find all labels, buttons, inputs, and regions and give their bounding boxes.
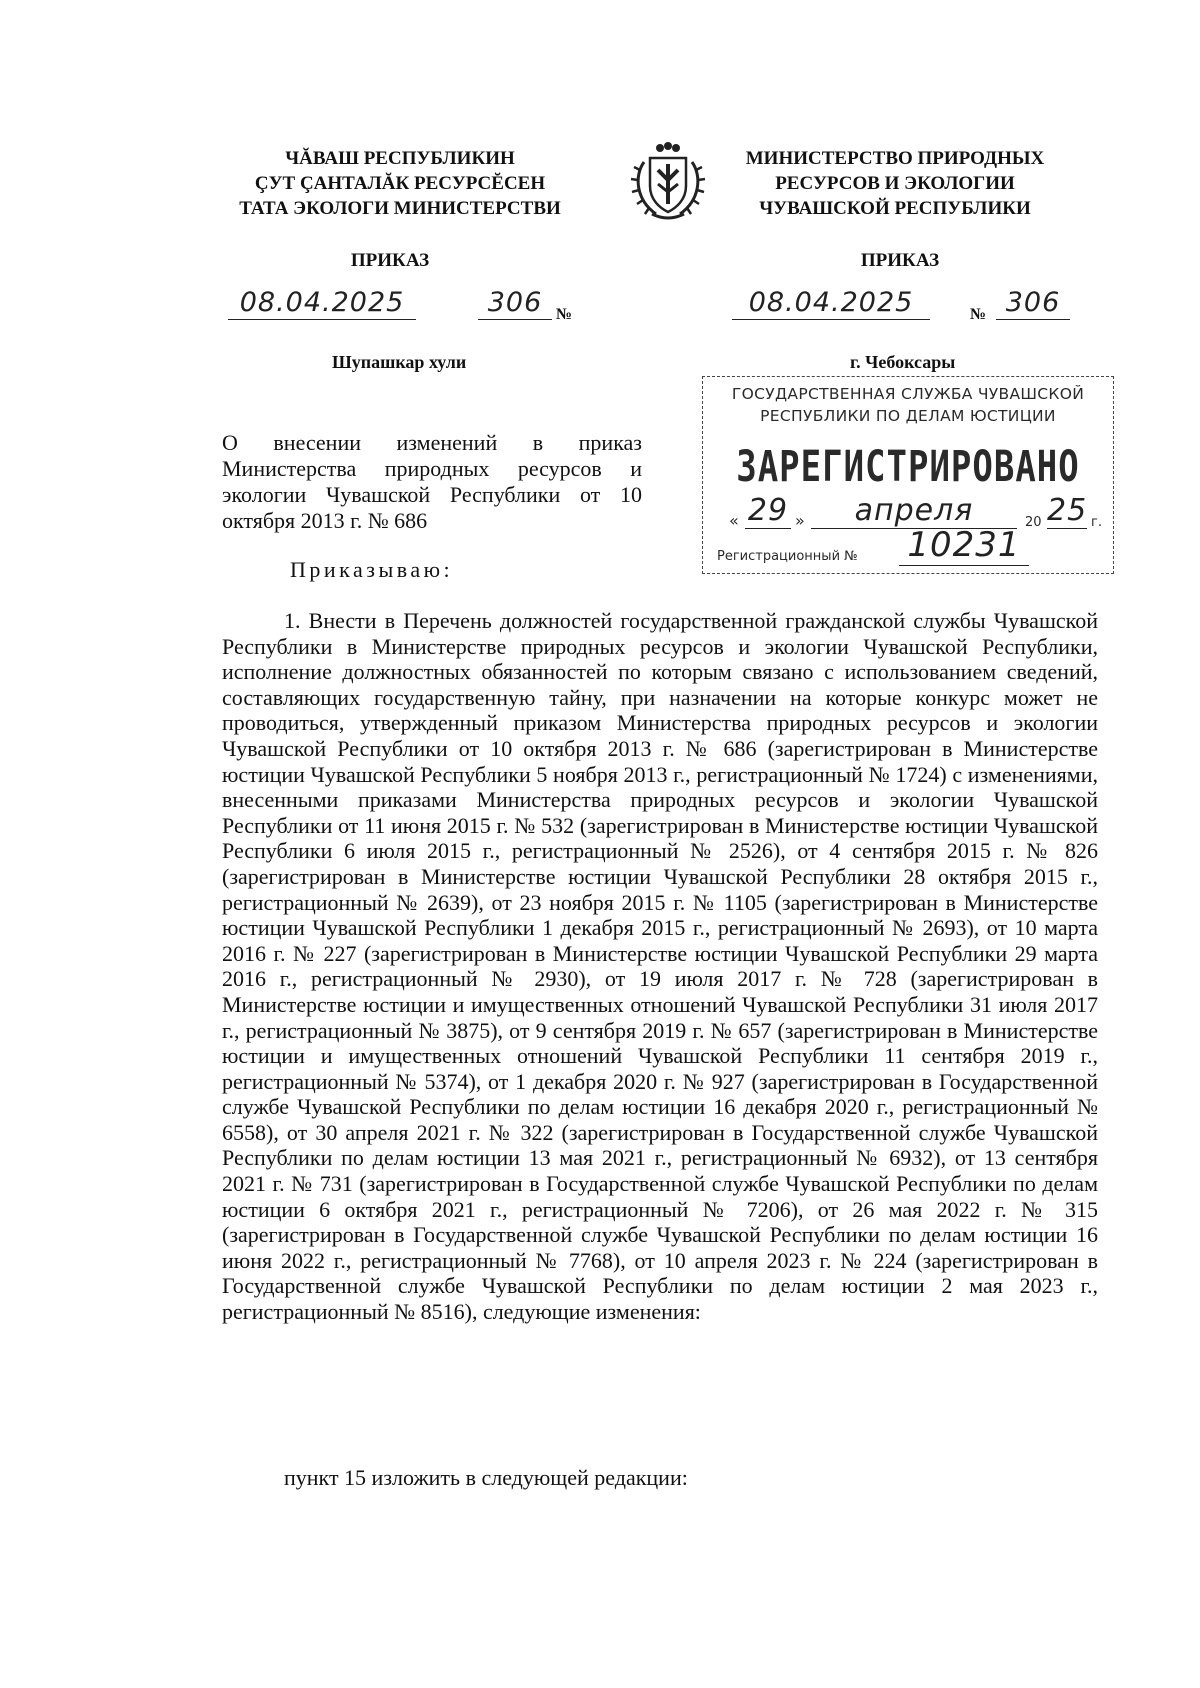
stamp-year-suffix: 25 (1047, 493, 1088, 528)
stamp-registered: ЗАРЕГИСТРИРОВАНО (736, 442, 1080, 492)
stamp-quote-close: » (795, 511, 805, 530)
registration-stamp (702, 376, 1114, 574)
number-sign-right: № (970, 306, 987, 323)
header-right-line: РЕСУРСОВ И ЭКОЛОГИИ (775, 173, 1015, 194)
stamp-line-1: ГОСУДАРСТВЕННАЯ СЛУЖБА ЧУВАШСКОЙ (731, 385, 1085, 403)
header-right-line: ЧУВАШСКОЙ РЕСПУБЛИКИ (759, 198, 1031, 219)
number-sign-left: № (556, 306, 573, 323)
header-right-title (720, 146, 1070, 221)
header-left-line: ÇУТ ÇАНТАЛĂК РЕСУРСĔСЕН (254, 173, 546, 194)
date-left: 08.04.2025 (228, 287, 416, 320)
date-right: 08.04.2025 (732, 287, 930, 320)
stamp-year-unit: г. (1091, 515, 1102, 530)
stamp-reg-number: 10231 (899, 525, 1029, 566)
header-left-title (190, 146, 610, 221)
stamp-reg-label: Регистрационный № (717, 549, 858, 564)
stamp-line-2: РЕСПУБЛИКИ ПО ДЕЛАМ ЮСТИЦИИ (760, 407, 1056, 425)
body-paragraph-2: пункт 15 изложить в следующей редакции: (284, 1465, 688, 1490)
number-left: 306 (478, 287, 552, 320)
body-paragraph-1: 1. Внести в Перечень должностей государственной гражданской службы Чувашской Республики в Министерстве природных ресурсов и экологии Чувашской Республики, исполнение должностных обязанностей по которым связано с использованием сведений, составляющих государственную тайну, при назначении на которые конкурс может не проводиться, утвержденный приказом Министерства природных ресурсов и экологии Чувашской Республики от 10 октября 2013 г. № 686 (зарегистрирован в Министерстве юстиции Чувашской Республики 5 ноября 2013 г., регистрационный № 1724) с изменениями, внесенными приказами Министерства природных ресурсов и экологии Чувашской Республики от 11 июня 2015 г. № 532 (зарегистрирован в Министерстве юстиции Чувашской Республики 6 июля 2015 г., регистрационный № 2526), от 4 сентября 2015 г. № 826 (зарегистрирован в Министерстве юстиции Чувашской Республики 28 октября 2015 г., регистрационный № 2639), от 23 ноября 2015 г. № 1105 (зарегистрирован в Министерстве юстиции Чувашской Республики 1 декабря 2015 г., регистрационный № 2693), от 10 марта 2016 г. № 227 (зарегистрирован в Министерстве юстиции Чувашской Республики 29 марта 2016 г., регистрационный № 2930), от 19 июля 2017 г. № 728 (зарегистрирован в Министерстве юстиции и имущественных отношений Чувашской Республики 31 июля 2017 г., регистрационный № 3875), от 9 сентября 2019 г. № 657 (зарегистрирован в Министерстве юстиции и имущественных отношений Чувашской Республики 11 сентября 2019 г., регистрационный № 5374), от 1 декабря 2020 г. № 927 (зарегистрирован в Государственной службе Чувашской Республики по делам юстиции 16 декабря 2020 г., регистрационный № 6558), от 30 апреля 2021 г. № 322 (зарегистрирован в Государственной службе Чувашской Республики по делам юстиции 13 мая 2021 г., регистрационный № 6932), от 13 сентября 2021 г. № 731 (зарегистрирован в Государственной службе Чувашской Республики по делам юстиции 6 октября 2021 г., регистрационный № 7206), от 26 мая 2022 г. № 315 (зарегистрирован в Государственной службе Чувашской Республики по делам юстиции 16 июня 2022 г., регистрационный № 7768), от 10 апреля 2023 г. № 224 (зарегистрирован в Государственной службе Чувашской Республики по делам юстиции 2 мая 2023 г., регистрационный № 8516), следующие изменения: (222, 608, 1098, 1325)
order-word: Приказываю: (290, 557, 454, 582)
stamp-quote-open: « (729, 511, 739, 530)
stamp-day: 29 (745, 493, 791, 529)
prikaz-right-label: ПРИКАЗ (860, 250, 940, 271)
stamp-year-prefix: 20 (1025, 515, 1042, 530)
header-left-line: ТАТА ЭКОЛОГИ МИНИСТЕРСТВИ (239, 198, 561, 219)
place-left: Шупашкар хули (332, 352, 467, 372)
prikaz-left-label: ПРИКАЗ (350, 250, 430, 271)
number-right: 306 (996, 287, 1070, 320)
header-left-line: ЧĂВАШ РЕСПУБЛИКИН (285, 148, 515, 169)
stamp-month: апреля (811, 493, 1017, 529)
place-right: г. Чебоксары (850, 352, 956, 372)
chuvash-emblem-icon (630, 140, 706, 224)
document-subject: О внесении изменений в приказ Министерства природных ресурсов и экологии Чувашской Республики от 10 октября 2013 г. № 686 (222, 430, 642, 533)
header-right-line: МИНИСТЕРСТВО ПРИРОДНЫХ (745, 148, 1045, 169)
